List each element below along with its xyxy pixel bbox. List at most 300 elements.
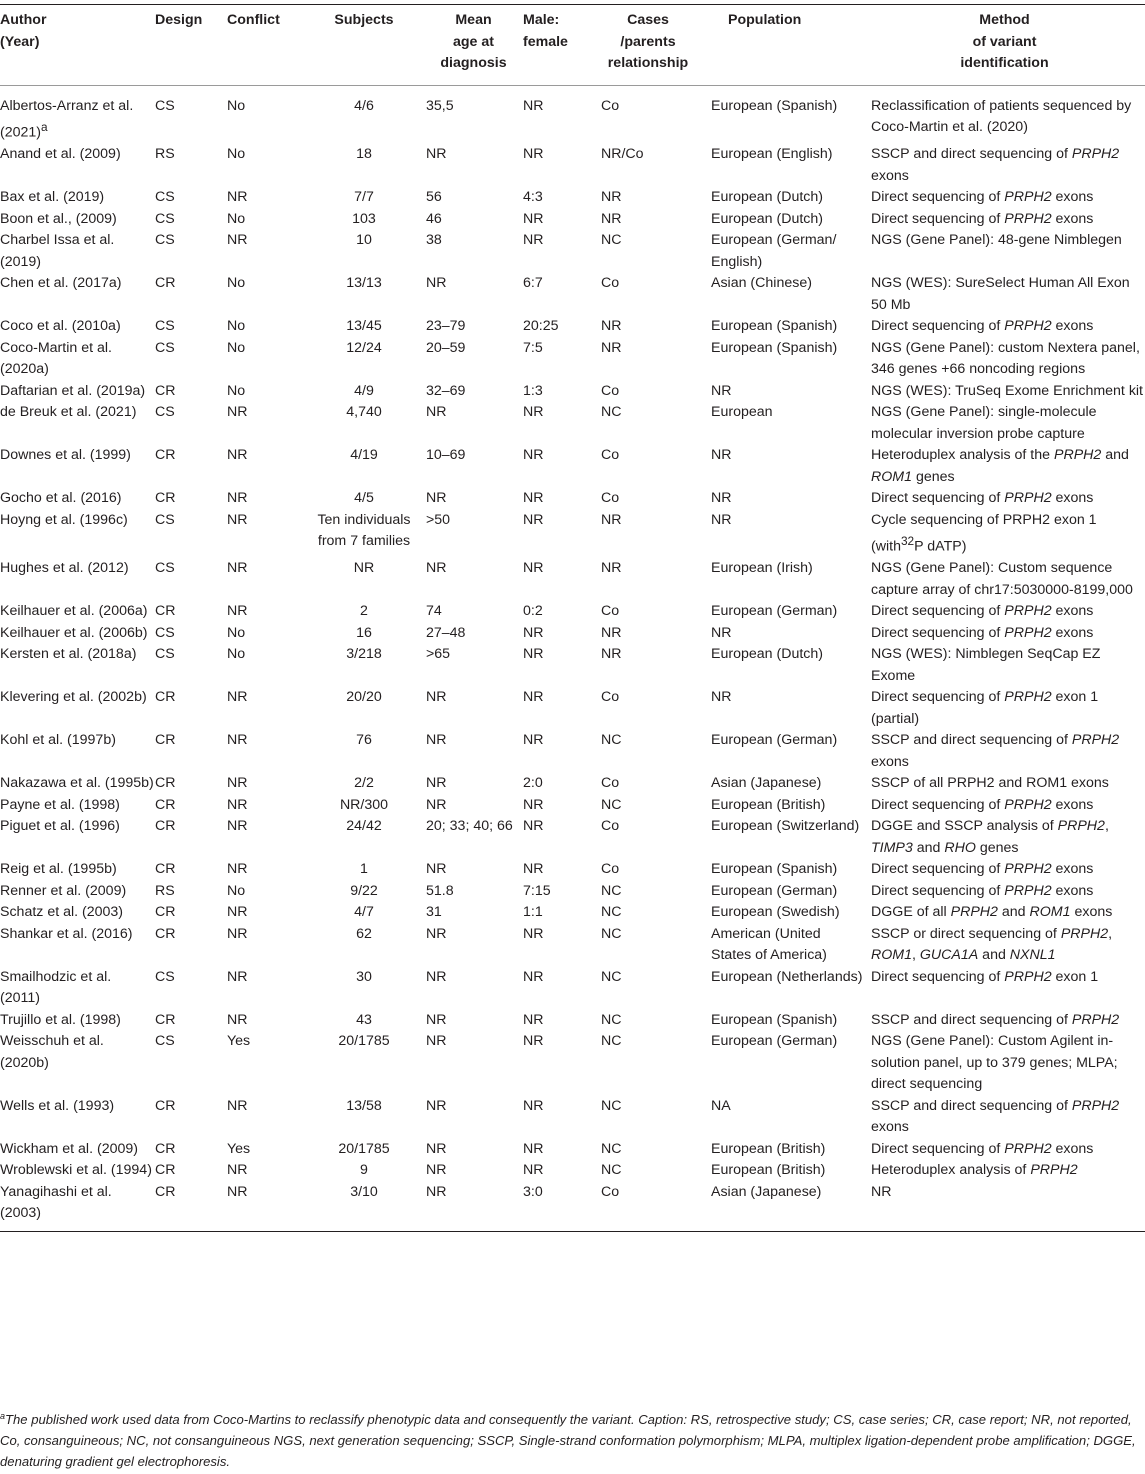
cell-method: NGS (WES): TruSeq Exome Enrichment kit	[871, 382, 1144, 399]
cell-population: NR	[711, 447, 732, 464]
cell-male-female: 1:3	[523, 382, 543, 399]
cell-mean-age: NR	[426, 275, 447, 292]
cell-design: CS	[155, 560, 175, 577]
table-row	[0, 859, 1145, 881]
cell-method: NGS (WES): SureSelect Human All Exon 50 Mb	[871, 275, 1130, 313]
table-row	[0, 488, 1145, 510]
cell-author: Renner et al. (2009)	[0, 882, 127, 899]
cell-design: CR	[155, 1162, 176, 1179]
cell-author: Hughes et al. (2012)	[0, 560, 129, 577]
cell-author: Boon et al., (2009)	[0, 210, 117, 227]
cell-author: Reig et al. (1995b)	[0, 861, 117, 878]
header-relationship: Cases /parents relationship	[607, 12, 689, 71]
cell-relationship: Co	[601, 818, 620, 835]
cell-design: CR	[155, 732, 176, 749]
cell-subjects: NR/300	[339, 796, 389, 813]
cell-population: European (Dutch)	[711, 189, 823, 206]
cell-conflict: NR	[227, 447, 248, 464]
studies-table	[0, 4, 1145, 1232]
cell-relationship: NC	[601, 882, 622, 899]
cell-relationship: Co	[601, 689, 620, 706]
cell-male-female: NR	[523, 689, 544, 706]
cell-conflict: NR	[227, 968, 248, 985]
cell-author: Schatz et al. (2003)	[0, 904, 124, 921]
cell-male-female: NR	[523, 968, 544, 985]
cell-male-female: NR	[523, 404, 544, 421]
cell-male-female: NR	[523, 210, 544, 227]
cell-author: Smailhodzic et al. (2011)	[0, 968, 112, 1007]
cell-population: European (Swedish)	[711, 904, 840, 921]
cell-method: NGS (Gene Panel): 48-gene Nimblegen	[871, 232, 1122, 249]
cell-relationship: Co	[601, 275, 620, 292]
cell-design: CS	[155, 646, 175, 663]
cell-author: Yanagihashi et al. (2003)	[0, 1183, 112, 1222]
cell-male-female: NR	[523, 732, 544, 749]
cell-author: Keilhauer et al. (2006a)	[0, 603, 148, 620]
cell-conflict: NR	[227, 689, 248, 706]
cell-relationship: Co	[601, 490, 620, 507]
cell-relationship: NR	[601, 189, 622, 206]
cell-male-female: 7:15	[523, 882, 551, 899]
cell-relationship: Co	[601, 382, 620, 399]
cell-conflict: No	[227, 882, 246, 899]
header-mean-age: Mean age at diagnosis	[440, 12, 507, 71]
cell-conflict: No	[227, 275, 246, 292]
cell-method: SSCP and direct sequencing of PRPH2	[871, 1011, 1120, 1028]
cell-mean-age: 74	[426, 603, 442, 620]
cell-population: European (Spanish)	[711, 861, 838, 878]
cell-population: NR	[711, 511, 732, 528]
cell-male-female: 1:1	[523, 904, 543, 921]
cell-conflict: NR	[227, 189, 248, 206]
cell-subjects: 9	[360, 1162, 368, 1179]
cell-population: European (Netherlands)	[711, 968, 863, 985]
cell-population: European (Spanish)	[711, 97, 838, 114]
cell-subjects: 20/20	[346, 689, 382, 706]
cell-author: Daftarian et al. (2019a)	[0, 382, 146, 399]
cell-author: Keilhauer et al. (2006b)	[0, 624, 148, 641]
cell-population: European (Spanish)	[711, 318, 838, 335]
cell-method: SSCP of all PRPH2 and ROM1 exons	[871, 775, 1109, 792]
cell-relationship: Co	[601, 1183, 620, 1200]
cell-design: CS	[155, 210, 175, 227]
cell-relationship: NC	[601, 925, 622, 942]
cell-author: Wells et al. (1993)	[0, 1097, 115, 1114]
cell-subjects: 12/24	[346, 339, 382, 356]
table-row	[0, 1010, 1145, 1032]
cell-subjects: 4,740	[346, 404, 382, 421]
cell-relationship: NC	[601, 1033, 622, 1050]
cell-mean-age: NR	[426, 968, 447, 985]
table-row	[0, 445, 1145, 488]
cell-author: Albertos-Arranz et al. $(2021)^a$	[0, 97, 134, 141]
cell-subjects: 30	[356, 968, 372, 985]
cell-conflict: NR	[227, 796, 248, 813]
table-row	[0, 1031, 1145, 1096]
cell-male-female: NR	[523, 1140, 544, 1157]
cell-design: CR	[155, 1183, 176, 1200]
cell-subjects: 10	[356, 232, 372, 249]
cell-mean-age: NR	[426, 925, 447, 942]
cell-male-female: 3:0	[523, 1183, 543, 1200]
cell-conflict: No	[227, 210, 246, 227]
cell-method: Direct sequencing of PRPH2 exons	[871, 210, 1094, 227]
cell-male-female: NR	[523, 146, 544, 163]
header-subjects: Subjects	[334, 12, 394, 28]
cell-relationship: NR	[601, 339, 622, 356]
cell-method: Direct sequencing of PRPH2 exons	[871, 882, 1094, 899]
cell-mean-age: >50	[426, 511, 451, 528]
cell-relationship: Co	[601, 603, 620, 620]
cell-male-female: 4:3	[523, 189, 543, 206]
cell-subjects: 24/42	[346, 818, 382, 835]
cell-male-female: NR	[523, 560, 544, 577]
cell-population: Asian (Japanese)	[711, 775, 822, 792]
cell-male-female: NR	[523, 511, 544, 528]
cell-mean-age: NR	[426, 796, 447, 813]
cell-mean-age: NR	[426, 560, 447, 577]
table-row	[0, 816, 1145, 859]
cell-population: NR	[711, 624, 732, 641]
table-row	[0, 1182, 1145, 1232]
cell-method: NGS (Gene Panel): Custom sequence capture array of chr17:5030000-8199,000	[871, 560, 1133, 598]
cell-method: Direct sequencing of PRPH2 exons	[871, 624, 1094, 641]
cell-subjects: 2/2	[354, 775, 374, 792]
table-row	[0, 1160, 1145, 1182]
cell-design: CR	[155, 275, 176, 292]
cell-design: CR	[155, 861, 176, 878]
cell-relationship: Co	[601, 861, 620, 878]
cell-method: Direct sequencing of PRPH2 exons	[871, 861, 1094, 878]
table-row	[0, 85, 1145, 144]
cell-population: European (German/ English)	[711, 232, 837, 270]
cell-mean-age: NR	[426, 1162, 447, 1179]
cell-subjects: 2	[360, 603, 368, 620]
table-body	[0, 85, 1145, 1231]
cell-design: RS	[155, 146, 175, 163]
cell-method: SSCP and direct sequencing of PRPH2 exons	[871, 732, 1120, 770]
table-row	[0, 316, 1145, 338]
table-row	[0, 795, 1145, 817]
cell-design: CR	[155, 904, 176, 921]
cell-relationship: NC	[601, 968, 622, 985]
cell-design: CR	[155, 603, 176, 620]
cell-author: de Breuk et al. (2021)	[0, 404, 137, 421]
cell-subjects: 103	[352, 210, 376, 227]
cell-method: DGGE and SSCP analysis of PRPH2, TIMP3 and RHO genes	[871, 818, 1109, 856]
cell-method: Reclassification of patients sequenced by Coco-Martin et al. (2020)	[871, 97, 1132, 135]
cell-subjects: 20/1785	[338, 1140, 390, 1157]
cell-mean-age: 20–59	[426, 339, 466, 356]
cell-population: European (British)	[711, 796, 826, 813]
cell-author: Coco et al. (2010a)	[0, 318, 121, 335]
cell-subjects: 20/1785	[338, 1033, 390, 1050]
cell-method: Direct sequencing of PRPH2 exon 1	[871, 968, 1099, 985]
table-row	[0, 730, 1145, 773]
table-row	[0, 1096, 1145, 1139]
cell-relationship: NR	[601, 318, 622, 335]
cell-author: Nakazawa et al. (1995b)	[0, 775, 154, 792]
table-row	[0, 644, 1145, 687]
cell-relationship: Co	[601, 97, 620, 114]
cell-male-female: NR	[523, 925, 544, 942]
cell-mean-age: NR	[426, 1033, 447, 1050]
cell-conflict: No	[227, 382, 246, 399]
cell-design: RS	[155, 882, 175, 899]
cell-population: Asian (Chinese)	[711, 275, 812, 292]
cell-subjects: NR	[353, 560, 375, 577]
cell-conflict: No	[227, 646, 246, 663]
cell-design: CS	[155, 968, 175, 985]
cell-author: Hoyng et al. (1996c)	[0, 511, 128, 528]
cell-relationship: NC	[601, 904, 622, 921]
cell-author: Wickham et al. (2009)	[0, 1140, 138, 1157]
cell-design: CS	[155, 624, 175, 641]
cell-method: Heteroduplex analysis of the PRPH2 and ROM1 genes	[871, 447, 1129, 485]
cell-male-female: NR	[523, 97, 544, 114]
cell-relationship: NR	[601, 624, 622, 641]
cell-conflict: NR	[227, 925, 248, 942]
cell-design: CR	[155, 1097, 176, 1114]
cell-method: Direct sequencing of PRPH2 exons	[871, 1140, 1094, 1157]
cell-conflict: NR	[227, 1183, 248, 1200]
cell-design: CR	[155, 1011, 176, 1028]
cell-subjects: 43	[356, 1011, 372, 1028]
cell-subjects: 4/6	[354, 97, 374, 114]
header-author: Author (Year)	[0, 12, 47, 50]
cell-mean-age: 23–79	[426, 318, 466, 335]
cell-subjects: 4/9	[354, 382, 374, 399]
table-row	[0, 187, 1145, 209]
table-row	[0, 144, 1145, 187]
cell-relationship: NC	[601, 1140, 622, 1157]
cell-design: CS	[155, 511, 175, 528]
cell-subjects: 13/45	[346, 318, 382, 335]
cell-conflict: NR	[227, 904, 248, 921]
cell-method: NGS (Gene Panel): Custom Agilent in-solution panel, up to 379 genes; MLPA; direct sequencing	[871, 1033, 1118, 1093]
cell-conflict: No	[227, 339, 246, 356]
cell-relationship: NC	[601, 1011, 622, 1028]
cell-relationship: NC	[601, 1162, 622, 1179]
cell-relationship: NR	[601, 210, 622, 227]
cell-mean-age: 56	[426, 189, 442, 206]
cell-population: European (Spanish)	[711, 339, 838, 356]
cell-male-female: NR	[523, 861, 544, 878]
cell-mean-age: 20; 33; 40; 66	[426, 818, 513, 835]
header-male-female: Male: female	[523, 12, 568, 50]
cell-subjects: 4/19	[350, 447, 378, 464]
cell-conflict: NR	[227, 490, 248, 507]
cell-male-female: NR	[523, 1033, 544, 1050]
cell-author: Coco-Martin et al. (2020a)	[0, 339, 112, 378]
cell-population: American (United States of America)	[711, 925, 827, 964]
cell-method: Heteroduplex analysis of PRPH2	[871, 1162, 1078, 1179]
cell-conflict: NR	[227, 861, 248, 878]
cell-method: NGS (Gene Panel): custom Nextera panel, 346 genes +66 noncoding regions	[871, 339, 1140, 378]
cell-author: Bax et al. (2019)	[0, 189, 105, 206]
cell-relationship: Co	[601, 775, 620, 792]
cell-population: European (German)	[711, 882, 838, 899]
header-conflict: Conflict	[227, 12, 280, 28]
cell-method: Direct sequencing of PRPH2 exons	[871, 318, 1094, 335]
cell-male-female: NR	[523, 818, 544, 835]
cell-mean-age: 38	[426, 232, 442, 249]
cell-population: NR	[711, 490, 732, 507]
cell-male-female: NR	[523, 1011, 544, 1028]
cell-mean-age: 10–69	[426, 447, 466, 464]
cell-male-female: 0:2	[523, 603, 543, 620]
cell-design: CS	[155, 339, 175, 356]
cell-subjects: 76	[356, 732, 372, 749]
cell-population: European (German)	[711, 1033, 838, 1050]
cell-subjects: 1	[360, 861, 368, 878]
cell-male-female: 20:25	[523, 318, 559, 335]
cell-male-female: NR	[523, 232, 544, 249]
cell-male-female: NR	[523, 796, 544, 813]
table-row	[0, 230, 1145, 273]
cell-relationship: NR	[601, 560, 622, 577]
cell-subjects: 13/58	[346, 1097, 382, 1114]
cell-male-female: 6:7	[523, 275, 543, 292]
cell-male-female: NR	[523, 646, 544, 663]
cell-method: Direct sequencing of PRPH2 exons	[871, 603, 1094, 620]
cell-mean-age: NR	[426, 1140, 447, 1157]
cell-male-female: NR	[523, 1162, 544, 1179]
cell-design: CS	[155, 232, 175, 249]
cell-design: CR	[155, 447, 176, 464]
cell-author: Charbel Issa et al. (2019)	[0, 232, 115, 270]
cell-design: CS	[155, 189, 175, 206]
table-row	[0, 773, 1145, 795]
cell-author: Kohl et al. (1997b)	[0, 732, 116, 749]
table-row	[0, 601, 1145, 623]
cell-method: Cycle sequencing of PRPH2 exon 1 (with$^{32}$P dATP)	[871, 511, 1097, 555]
cell-subjects: 16	[356, 624, 372, 641]
cell-population: European (Spanish)	[711, 1011, 838, 1028]
cell-subjects: 4/7	[354, 904, 374, 921]
table-row	[0, 902, 1145, 924]
table-row	[0, 209, 1145, 231]
cell-population: European (Dutch)	[711, 646, 823, 663]
cell-relationship: Co	[601, 447, 620, 464]
cell-method: NGS (Gene Panel): single-molecule molecular inversion probe capture	[871, 404, 1097, 442]
cell-method: SSCP and direct sequencing of PRPH2 exons	[871, 146, 1120, 184]
cell-design: CR	[155, 382, 176, 399]
table-row	[0, 338, 1145, 381]
cell-subjects: 4/5	[354, 490, 374, 507]
cell-method: Direct sequencing of PRPH2 exons	[871, 189, 1094, 206]
table-footnote: $^a$The published work used data from Coco-Martins to reclassify phenotypic data and consequently the variant. Caption: RS, retrospective study; CS, case series; CR, case report; NR, not reported, Co, consanguineous; NC, not consanguineous NGS, next generation sequencing; SSCP, Single-strand conformation polymorphism; MLPA, multiplex ligation-dependent probe amplification; DGGE, denaturing gradient gel electrophoresis.	[0, 1411, 1136, 1469]
cell-conflict: NR	[227, 603, 248, 620]
cell-mean-age: NR	[426, 490, 447, 507]
table-row	[0, 881, 1145, 903]
table-row	[0, 687, 1145, 730]
cell-male-female: 7:5	[523, 339, 543, 356]
cell-mean-age: NR	[426, 689, 447, 706]
cell-method: NGS (WES): Nimblegen SeqCap EZ Exome	[871, 646, 1101, 684]
cell-author: Downes et al. (1999)	[0, 447, 131, 464]
cell-population: European (British)	[711, 1162, 826, 1179]
cell-population: European (Irish)	[711, 560, 813, 577]
table-header-row	[0, 5, 1145, 85]
cell-conflict: No	[227, 97, 246, 114]
cell-population: NR	[711, 382, 732, 399]
cell-conflict: NR	[227, 775, 248, 792]
cell-population: NA	[711, 1097, 731, 1114]
cell-subjects: Ten individuals from 7 families	[317, 511, 411, 550]
cell-conflict: NR	[227, 1011, 248, 1028]
cell-design: CS	[155, 97, 175, 114]
cell-conflict: No	[227, 318, 246, 335]
cell-author: Piguet et al. (1996)	[0, 818, 120, 835]
cell-population: European (British)	[711, 1140, 826, 1157]
cell-population: European (Switzerland)	[711, 818, 860, 835]
table-row	[0, 510, 1145, 559]
cell-mean-age: NR	[426, 861, 447, 878]
cell-method: SSCP or direct sequencing of PRPH2, ROM1, GUCA1A and NXNL1	[871, 925, 1113, 964]
cell-male-female: NR	[523, 624, 544, 641]
cell-mean-age: NR	[426, 732, 447, 749]
cell-mean-age: NR	[426, 1097, 447, 1114]
cell-method: Direct sequencing of PRPH2 exons	[871, 490, 1094, 507]
cell-population: Asian (Japanese)	[711, 1183, 822, 1200]
cell-author: Chen et al. (2017a)	[0, 275, 122, 292]
cell-mean-age: NR	[426, 1183, 447, 1200]
cell-population: European (German)	[711, 732, 838, 749]
cell-conflict: No	[227, 146, 246, 163]
cell-design: CS	[155, 404, 175, 421]
cell-mean-age: NR	[426, 404, 447, 421]
cell-relationship: NC	[601, 732, 622, 749]
cell-male-female: NR	[523, 490, 544, 507]
table-row	[0, 381, 1145, 403]
cell-conflict: Yes	[227, 1033, 251, 1050]
cell-design: CR	[155, 818, 176, 835]
cell-design: CR	[155, 689, 176, 706]
header-method: Method of variant identification	[960, 12, 1049, 71]
cell-male-female: 2:0	[523, 775, 543, 792]
cell-conflict: NR	[227, 1097, 248, 1114]
cell-population: European (German)	[711, 603, 838, 620]
cell-conflict: NR	[227, 1162, 248, 1179]
cell-subjects: 7/7	[354, 189, 374, 206]
cell-design: CR	[155, 775, 176, 792]
cell-population: European (English)	[711, 146, 833, 163]
cell-conflict: NR	[227, 732, 248, 749]
cell-relationship: NC	[601, 1097, 622, 1114]
table-row	[0, 558, 1145, 601]
cell-relationship: NR/Co	[601, 146, 644, 163]
cell-author: Payne et al. (1998)	[0, 796, 120, 813]
cell-relationship: NR	[601, 511, 622, 528]
cell-subjects: 9/22	[350, 882, 378, 899]
cell-male-female: NR	[523, 1097, 544, 1114]
cell-conflict: NR	[227, 232, 248, 249]
cell-author: Gocho et al. (2016)	[0, 490, 122, 507]
cell-subjects: 13/13	[346, 275, 382, 292]
cell-conflict: NR	[227, 560, 248, 577]
cell-subjects: 3/10	[350, 1183, 378, 1200]
cell-author: Wroblewski et al. (1994)	[0, 1162, 152, 1179]
cell-mean-age: 46	[426, 210, 442, 227]
cell-mean-age: NR	[426, 775, 447, 792]
cell-method: DGGE of all PRPH2 and ROM1 exons	[871, 904, 1113, 921]
cell-male-female: NR	[523, 447, 544, 464]
header-population: Population	[728, 12, 802, 28]
cell-author: Klevering et al. (2002b)	[0, 689, 147, 706]
table-row	[0, 273, 1145, 316]
cell-method: Direct sequencing of PRPH2 exon 1 (partial)	[871, 689, 1099, 727]
